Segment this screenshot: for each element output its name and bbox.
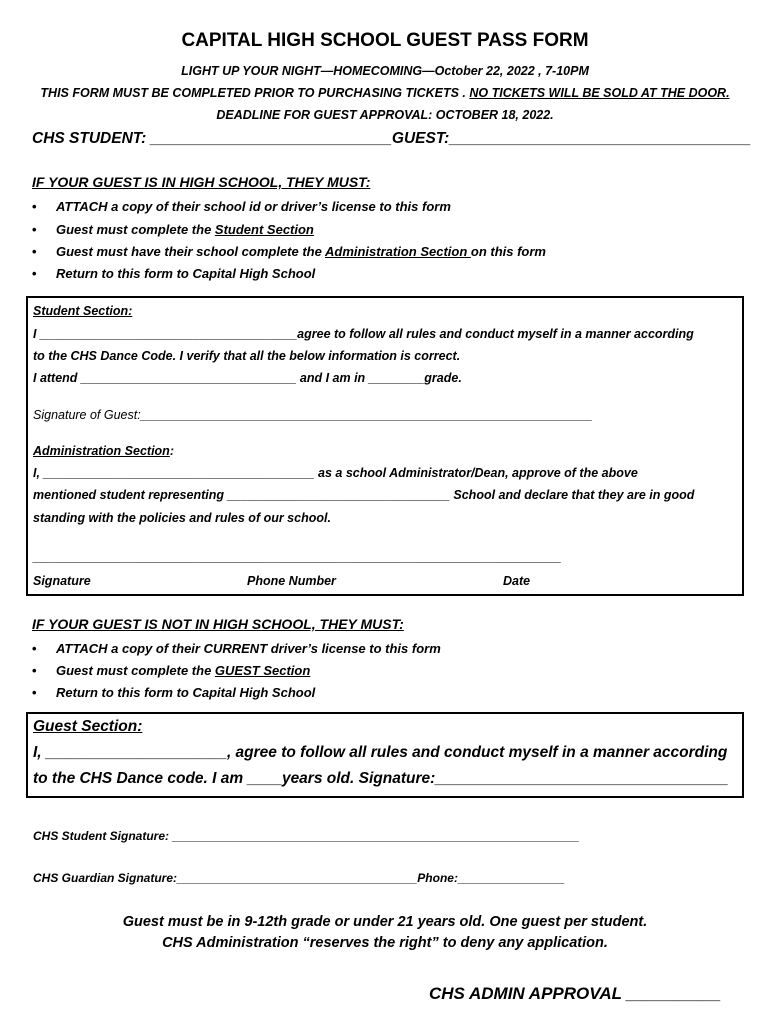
admin-school-line[interactable]: mentioned student representing ________________________________ School and declare that they are in good [33,488,695,502]
hs-bullet-3-text: Guest must have their school complete the [56,244,325,259]
nonhs-bullet-3: • Return to this form to Capital High School [56,685,315,700]
guest-section-title: Guest Section: [33,718,143,735]
hs-bullet-3 [56,244,546,259]
deadline-line: DEADLINE FOR GUEST APPROVAL: OCTOBER 18, 2022. [216,108,554,122]
hs-bullet-2-text: Guest must complete the [56,222,215,237]
hs-bullet-2 [56,222,314,237]
admin-signature-label: Signature [33,574,91,588]
guest-name-field[interactable]: GUEST:___________________________________ [391,130,752,147]
admin-section-title-text: Administration Section [33,444,170,458]
admin-approval-field[interactable]: CHS ADMIN APPROVAL __________ [429,984,721,1003]
student-section-ref: Student Section [214,222,314,237]
no-tickets-notice: NO TICKETS WILL BE SOLD AT THE DOOR. [469,86,730,100]
ticket-notice [0,86,770,100]
event-line: LIGHT UP YOUR NIGHT—HOMECOMING—October 22, 2022 , 7-10PM [181,64,589,78]
nonhs-bullet-2 [56,663,310,678]
eligibility-rule: Guest must be in 9-12th grade or under 21 years old. One guest per student. [122,914,648,930]
school-grade-line[interactable]: I attend _______________________________ and I am in ________grade. [33,371,462,385]
admin-approve-line[interactable]: I, _______________________________________ as a school Administrator/Dean, approve of the above [33,466,638,480]
chs-student-field[interactable]: CHS STUDENT: ____________________________ [32,130,392,147]
nonhs-guest-heading: IF YOUR GUEST IS NOT IN HIGH SCHOOL, THEY MUST: [32,616,404,632]
admin-section-ref: Administration Section [324,244,471,259]
hs-bullet-4: • Return to this form to Capital High School [56,266,315,281]
hs-bullet-1: • ATTACH a copy of their school id or driver’s license to this form [56,199,451,214]
dance-code-line: to the CHS Dance Code. I verify that all the below information is correct. [33,349,461,363]
admin-standing-line: standing with the policies and rules of our school. [33,511,331,525]
names-line[interactable] [32,130,751,148]
page-title: CAPITAL HIGH SCHOOL GUEST PASS FORM [181,30,589,51]
guest-agree-line[interactable]: I, _____________________, agree to follow all rules and conduct myself in a manner according [33,744,728,761]
guest-section-ref: GUEST Section [214,663,311,678]
admin-signature-line[interactable]: ____________________________________________________________________________ [33,550,562,564]
hs-bullet-3-end: on this form [470,244,546,259]
ticket-notice-text: THIS FORM MUST BE COMPLETED PRIOR TO PURCHASING TICKETS . [40,86,470,100]
admin-rights-rule: CHS Administration “reserves the right” to deny any application. [162,935,608,951]
admin-phone-label: Phone Number [247,574,336,588]
guardian-signature-line[interactable]: CHS Guardian Signature:____________________________________Phone:________________ [33,871,565,885]
hs-guest-heading: IF YOUR GUEST IS IN HIGH SCHOOL, THEY MUST: [32,174,371,190]
nonhs-bullet-1: • ATTACH a copy of their CURRENT driver’s license to this form [56,641,441,656]
guest-signature-line[interactable]: Signature of Guest:_________________________________________________________________ [33,408,593,422]
admin-section-title [33,444,174,458]
student-signature-line[interactable]: CHS Student Signature: _____________________________________________________________ [33,829,580,843]
student-section-title: Student Section: [33,304,133,318]
admin-date-label: Date [503,574,531,588]
student-agree-line[interactable]: I _____________________________________agree to follow all rules and conduct myself in a manner according [33,327,694,341]
admin-section-colon: : [169,444,174,458]
guest-age-signature-line[interactable]: to the CHS Dance code. I am ____years old. Signature:__________________________________ [33,770,729,787]
nonhs-bullet-2-text: Guest must complete the [56,663,215,678]
